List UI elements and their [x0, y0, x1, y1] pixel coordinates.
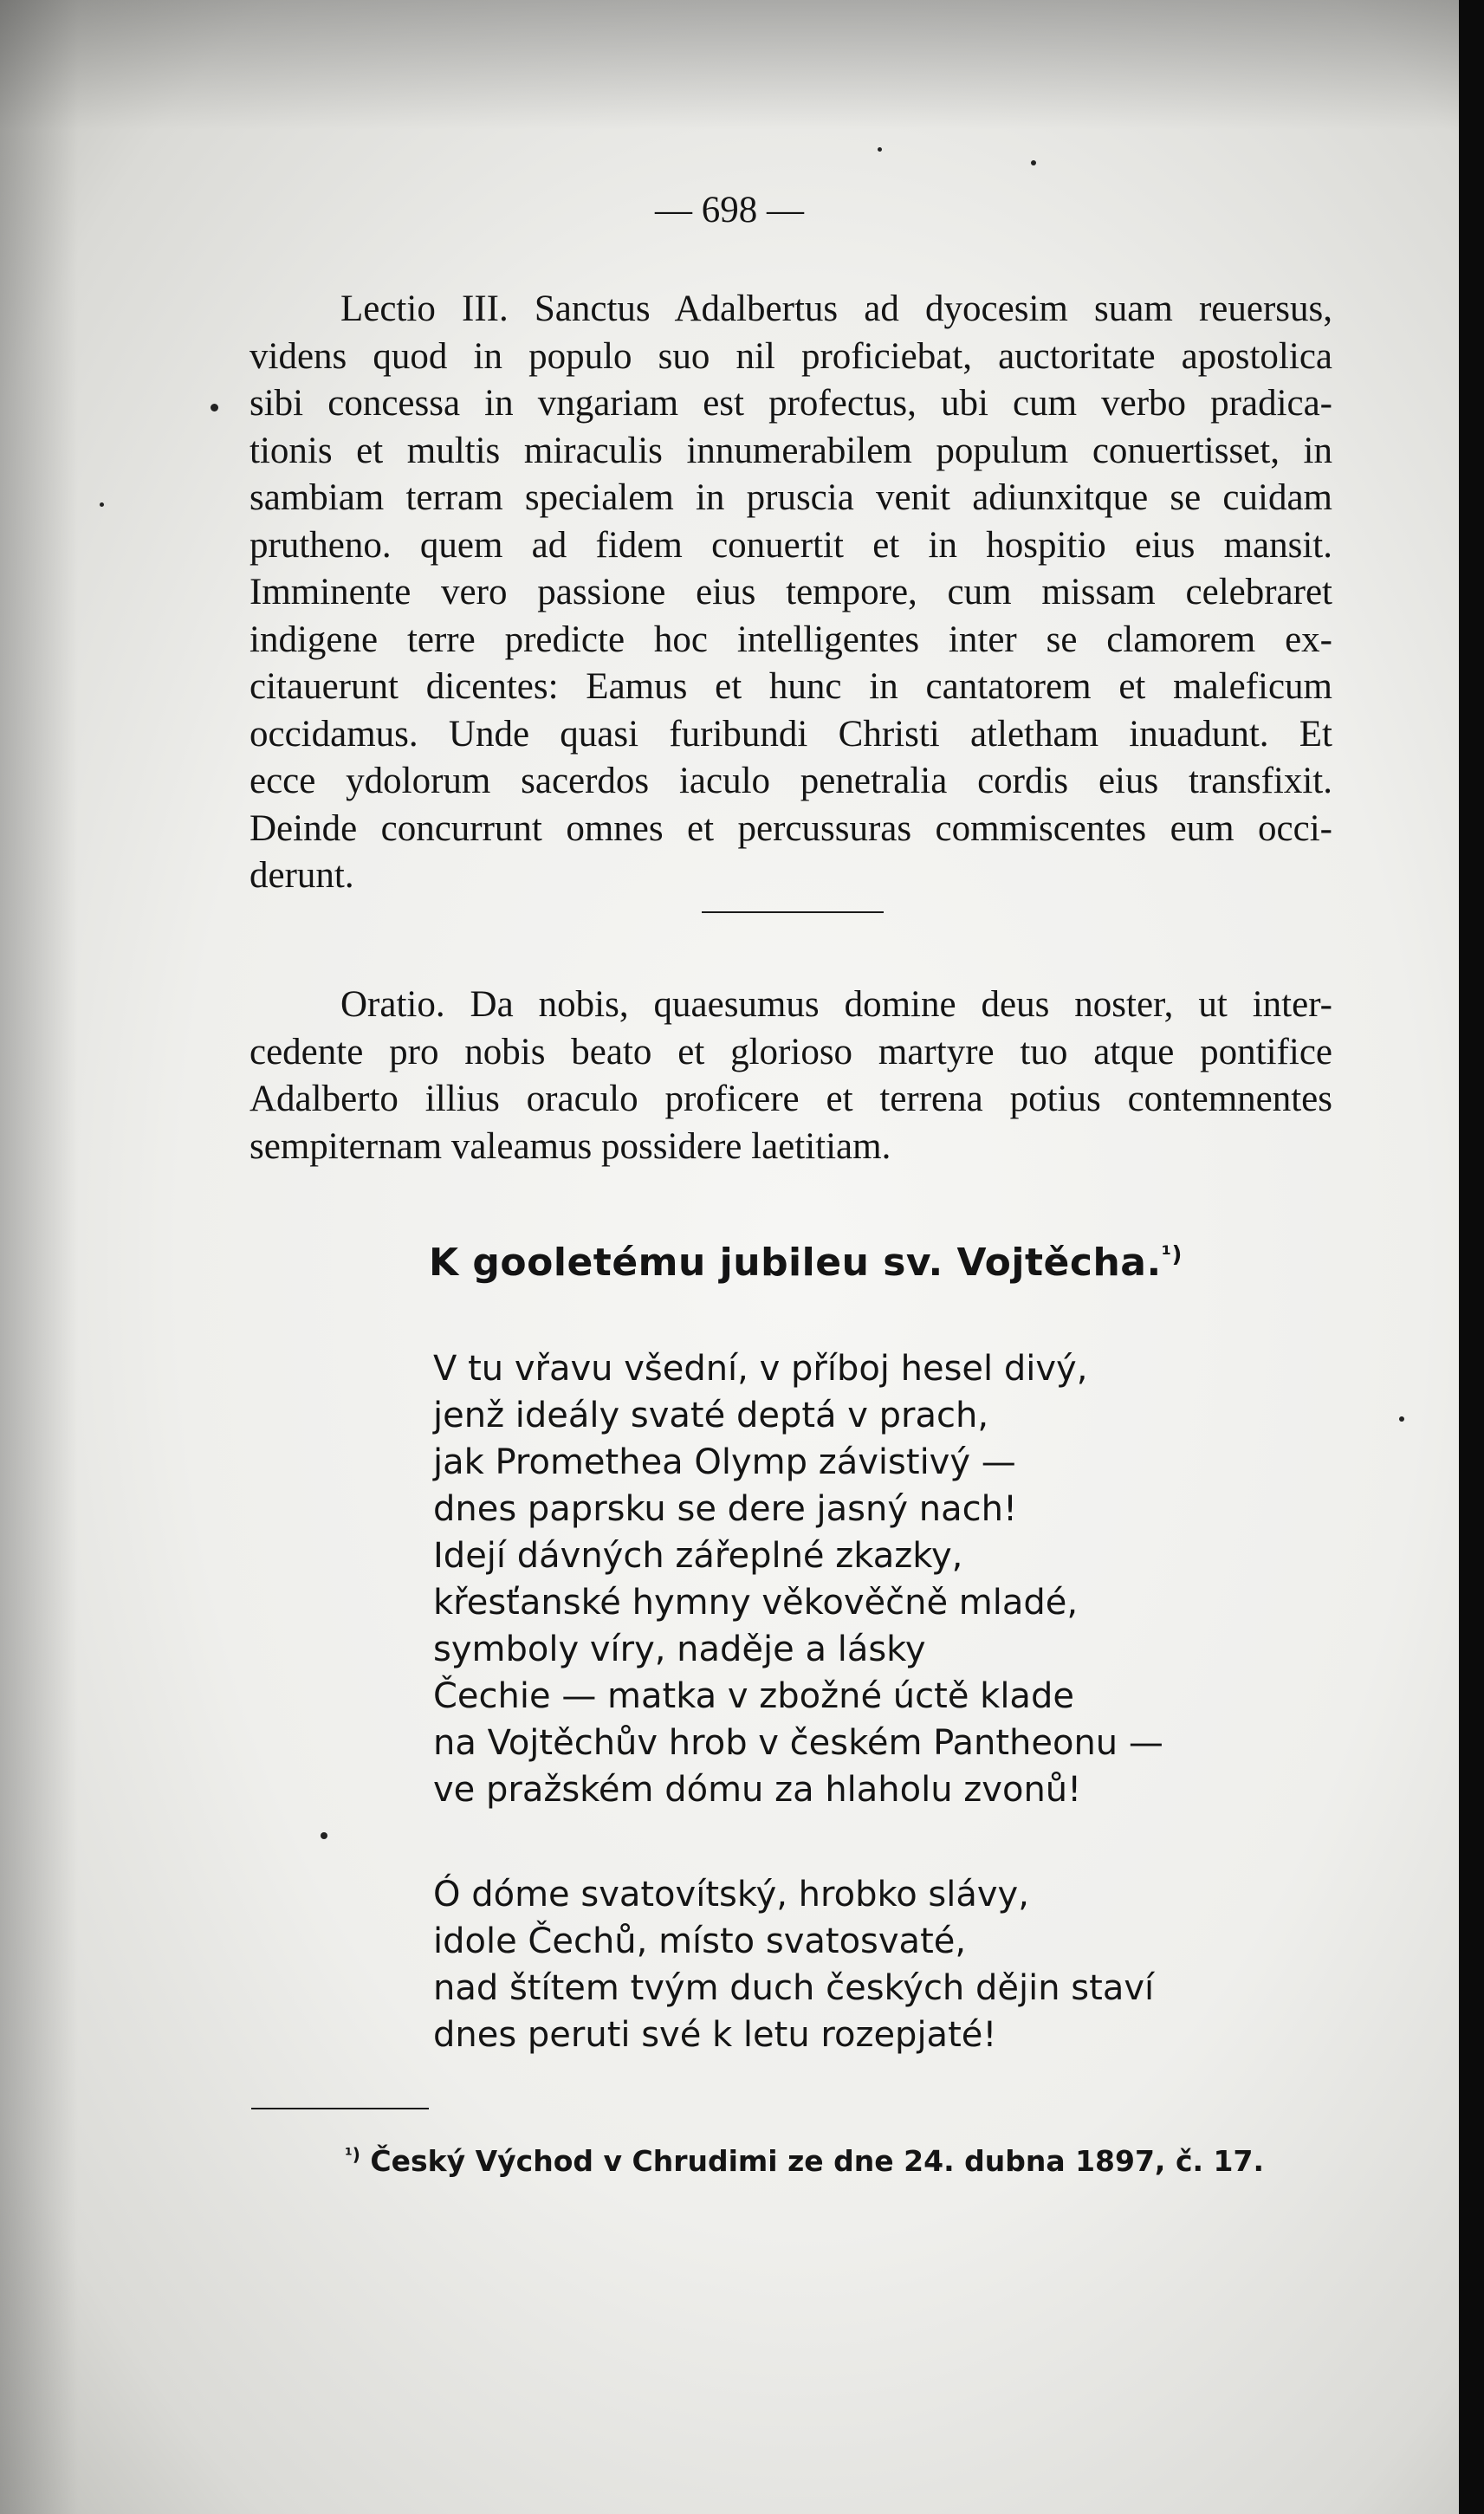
lectio-line: sambiam terram specialem in pruscia venit adiunxitque se cuidam [249, 477, 1332, 518]
page-top-shadow [0, 0, 1459, 130]
lectio-line: indigene terre predicte hoc intelligentes inter se clamorem ex- [249, 619, 1332, 660]
oratio-line: sempiternam valeamus possidere laetitiam. [249, 1125, 891, 1167]
lectio-line: ecce ydolorum sacerdos iaculo penetralia cordis eius transfixit. [249, 761, 1332, 801]
footnote-text: Český Východ v Chrudimi ze dne 24. dubna 1897, č. 17. [370, 2144, 1264, 2178]
poem-line: na Vojtěchův hrob v českém Pantheonu — [433, 1723, 1163, 1763]
footnote-reference: ¹) [1161, 1241, 1183, 1268]
oratio-paragraph [249, 982, 1332, 1170]
lectio-line: prutheno. quem ad fidem conuertit et in hospitio eius mansit. [249, 524, 1332, 566]
poem-line: dnes paprsku se dere jasný nach! [433, 1489, 1017, 1529]
lectio-line: occidamus. Unde quasi furibundi Christi atletham inuadunt. Et [249, 713, 1332, 755]
poem-line: dnes peruti své k letu rozepjaté! [433, 2015, 997, 2055]
lectio-line: Imminente vero passione eius tempore, cum missam celebraret [249, 572, 1332, 612]
print-speck [1031, 160, 1036, 165]
poem-line: jenž ideály svaté deptá v prach, [433, 1396, 989, 1435]
page-edge-shadow [0, 0, 78, 2514]
lectio-line: tionis et multis miraculis innumerabilem populum conuertisset, in [249, 430, 1332, 471]
lectio-line: Deinde concurrunt omnes et percussuras commiscentes eum occi- [249, 807, 1332, 849]
poem-line: symboly víry, naděje a lásky [433, 1630, 926, 1669]
lectio-line: citauerunt dicentes: Eamus et hunc in cantatorem et maleficum [249, 666, 1332, 707]
oratio-line: Oratio. Da nobis, quaesumus domine deus noster, ut inter- [340, 984, 1332, 1025]
footnote-mark: ¹) [345, 2144, 360, 2165]
page-number: — 698 — [655, 190, 804, 230]
poem-line: Idejí dávných zářeplné zkazky, [433, 1536, 963, 1576]
lectio-line: videns quod in populo suo nil proficiebat, auctoritate apostolica [249, 335, 1332, 377]
poem-line: jak Promethea Olymp závistivý — [433, 1442, 1016, 1482]
footnote [345, 2144, 1264, 2178]
poem-line: V tu vřavu všední, v příboj hesel divý, [433, 1349, 1088, 1389]
print-speck [878, 147, 882, 152]
lectio-paragraph [249, 286, 1332, 900]
poem-title-text: K gooletému jubileu sv. Vojtěcha. [429, 1241, 1162, 1285]
poem-stanza-2 [433, 1871, 1213, 2058]
oratio-line: Adalberto illius oraculo proficere et terrena potius contemnentes [249, 1079, 1332, 1119]
lectio-line: Lectio III. Sanctus Adalbertus ad dyocesim suam reuersus, [340, 288, 1332, 329]
footnote-divider [251, 2108, 429, 2109]
poem-line: idole Čechů, místo svatosvaté, [433, 1921, 967, 1961]
poem-line: křesťanské hymny věkověčně mladé, [433, 1583, 1079, 1623]
poem-line: nad štítem tvým duch českých dějin staví [433, 1968, 1155, 2008]
print-speck [100, 502, 104, 507]
lectio-line: derunt. [249, 855, 354, 896]
poem-line: Čechie — matka v zbožné úctě klade [433, 1676, 1074, 1716]
print-speck [321, 1832, 327, 1839]
print-speck [211, 404, 218, 411]
poem-stanza-1 [433, 1345, 1213, 1813]
print-speck [1399, 1416, 1404, 1422]
lectio-line: sibi concessa in vngariam est profectus, ubi cum verbo pradica- [249, 383, 1332, 424]
poem-line: Ó dóme svatovítský, hrobko slávy, [433, 1875, 1029, 1915]
poem-line: ve pražském dómu za hlaholu zvonů! [433, 1770, 1082, 1810]
section-divider [702, 911, 884, 913]
oratio-line: cedente pro nobis beato et glorioso martyre tuo atque pontifice [249, 1031, 1332, 1072]
poem-title [429, 1241, 1183, 1285]
